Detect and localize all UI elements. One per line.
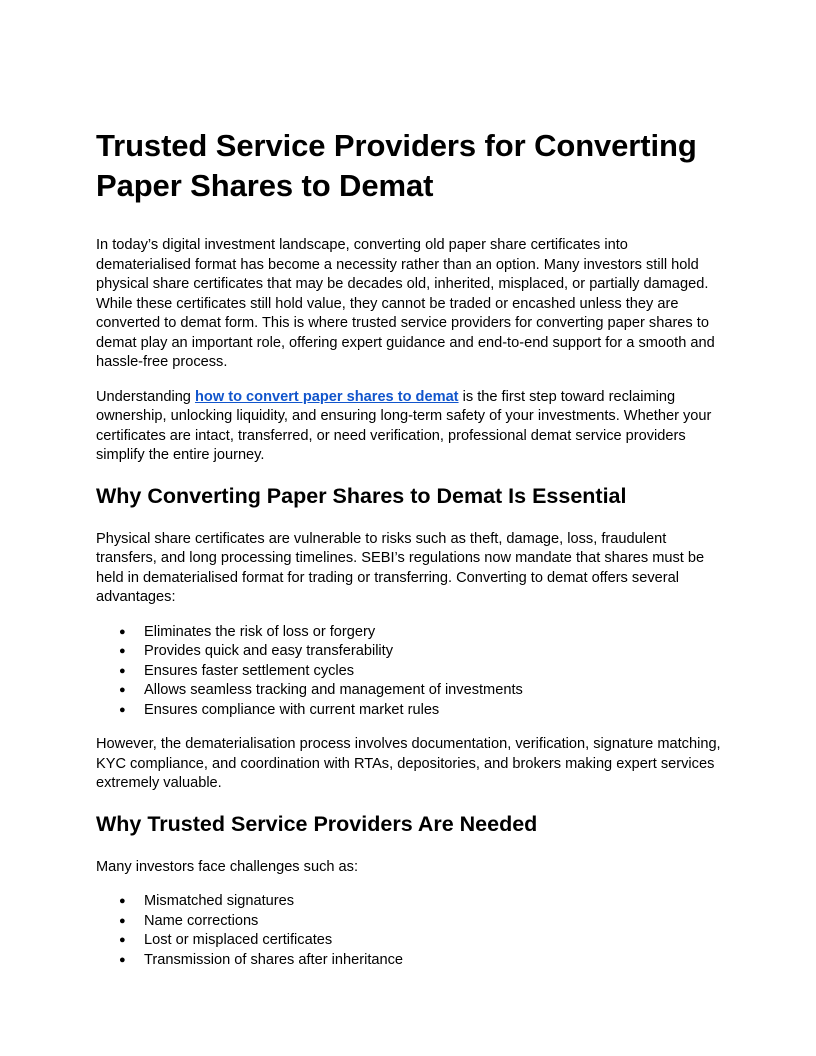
advantages-list bbox=[96, 623, 726, 721]
understanding-paragraph bbox=[96, 388, 726, 466]
list-item bbox=[96, 642, 726, 662]
list-item bbox=[96, 892, 726, 912]
understanding-text-before: Understanding bbox=[96, 388, 195, 405]
why-providers-paragraph: Many investors face challenges such as: bbox=[96, 858, 359, 875]
section-heading-why-essential: Why Converting Paper Shares to Demat Is Essential bbox=[96, 483, 627, 508]
list-item bbox=[96, 931, 726, 951]
section-heading-why-providers: Why Trusted Service Providers Are Needed bbox=[96, 811, 538, 836]
list-item-text: Transmission of shares after inheritance bbox=[144, 951, 404, 968]
list-item-text: Eliminates the risk of loss or forgery bbox=[144, 623, 376, 640]
list-item bbox=[96, 701, 726, 721]
why-essential-closing-paragraph: However, the dematerialisation process involves documentation, verification, signature matching, KYC compliance, and coordination with RTAs, depositories, and brokers making expert services extremely valuable. bbox=[96, 736, 721, 791]
bullet-icon: ● bbox=[119, 895, 126, 907]
bullet-icon: ● bbox=[119, 703, 126, 716]
bullet-icon: ● bbox=[119, 914, 126, 927]
document-page bbox=[96, 126, 726, 985]
list-item-text: Ensures faster settlement cycles bbox=[144, 662, 355, 679]
bullet-icon: ● bbox=[119, 625, 126, 638]
list-item-text: Mismatched signatures bbox=[144, 893, 295, 909]
bullet-icon: ● bbox=[119, 934, 126, 946]
why-essential-paragraph: Physical share certificates are vulnerable to risks such as theft, damage, loss, fraudulent transfers, and long processing timelines. SEBI’s regulations now mandate that shares must be held in dematerialised format for trading or transferring. Converting to demat offers several advantages: bbox=[96, 530, 705, 605]
challenges-list bbox=[96, 892, 726, 970]
list-item-text: Ensures compliance with current market rules bbox=[144, 701, 440, 718]
bullet-icon: ● bbox=[119, 684, 126, 696]
understanding-text-after: is the first step toward reclaiming ownership, unlocking liquidity, and ensuring long-term safety of your investments. Whether your certificates are intact, transferred, or need verification, professional demat service providers simplify the entire journey. bbox=[96, 388, 712, 463]
list-item bbox=[96, 912, 726, 932]
list-item bbox=[96, 681, 726, 701]
list-item-text: Name corrections bbox=[144, 912, 259, 929]
intro-paragraph: In today’s digital investment landscape, converting old paper share certificates into dematerialised format has become a necessity rather than an option. Many investors still hold physical share certificates that may be decades old, inherited, misplaced, or partially damaged. While these certificates still hold value, they cannot be traded or encashed unless they are converted to demat form. This is where trusted service providers for converting paper shares to demat play an important role, offering expert guidance and end-to-end support for a smooth and hassle-free process. bbox=[96, 237, 715, 370]
page-title: Trusted Service Providers for Converting Paper Shares to Demat bbox=[96, 128, 697, 203]
list-item bbox=[96, 951, 726, 971]
list-item bbox=[96, 623, 726, 643]
list-item bbox=[96, 662, 726, 682]
convert-paper-shares-link[interactable]: how to convert paper shares to demat bbox=[194, 388, 459, 405]
bullet-icon: ● bbox=[119, 645, 126, 657]
list-item-text: Allows seamless tracking and management of investments bbox=[144, 682, 523, 698]
bullet-icon: ● bbox=[119, 664, 126, 677]
list-item-text: Lost or misplaced certificates bbox=[144, 932, 333, 948]
list-item-text: Provides quick and easy transferability bbox=[144, 643, 394, 659]
bullet-icon: ● bbox=[119, 953, 126, 966]
